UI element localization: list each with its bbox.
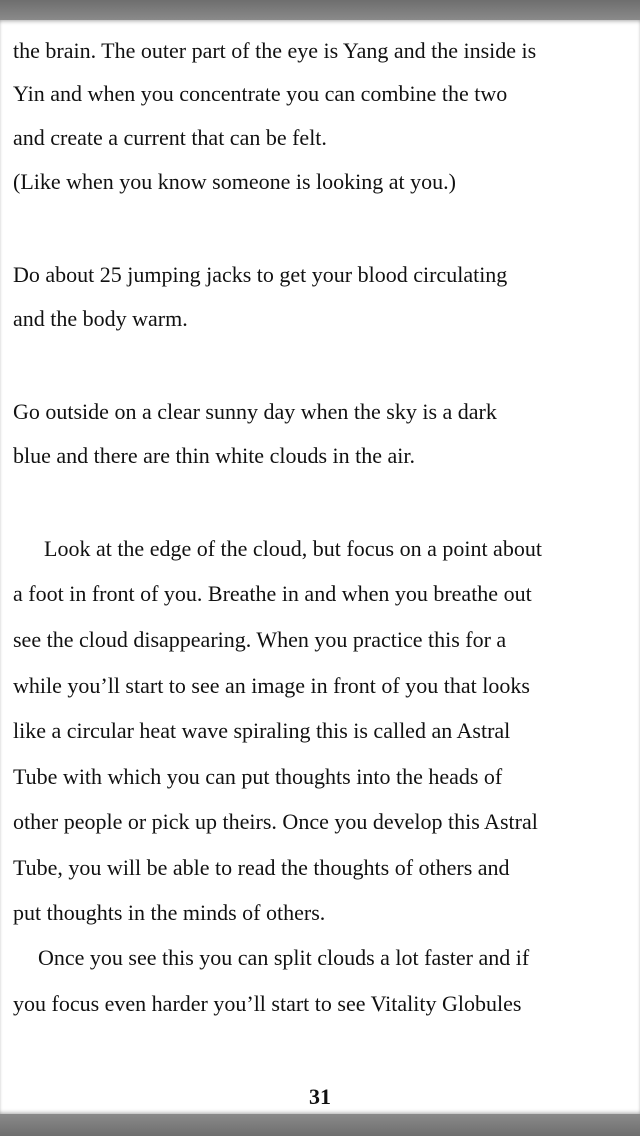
text-line: like a circular heat wave spiraling this is called an Astral — [13, 718, 511, 743]
text-line: and create a current that can be felt. — [13, 125, 327, 150]
text-line: and the body warm. — [13, 306, 188, 331]
text-line: you focus even harder you’ll start to see Vitality Globules — [13, 991, 522, 1016]
text-line: other people or pick up theirs. Once you develop this Astral — [13, 809, 538, 834]
text-line: Tube, you will be able to read the thoughts of others and — [13, 855, 510, 880]
page-number: 31 — [309, 1084, 331, 1109]
text-line: while you’ll start to see an image in front of you that looks — [13, 673, 530, 698]
text-line: the brain. The outer part of the eye is Yang and the inside is — [13, 38, 537, 63]
text-line: Go outside on a clear sunny day when the sky is a dark — [13, 399, 497, 424]
text-line: see the cloud disappearing. When you practice this for a — [13, 627, 507, 652]
top-bar — [0, 0, 640, 20]
text-line: (Like when you know someone is looking at you.) — [13, 169, 456, 194]
text-line: Once you see this you can split clouds a lot faster and if — [38, 945, 530, 970]
book-page — [0, 20, 640, 1114]
text-line: blue and there are thin white clouds in the air. — [13, 443, 415, 468]
bottom-bar — [0, 1114, 640, 1136]
text-line: Do about 25 jumping jacks to get your blood circulating — [13, 262, 508, 287]
text-line: Tube with which you can put thoughts into the heads of — [13, 764, 503, 789]
text-line: put thoughts in the minds of others. — [13, 900, 326, 925]
text-line: Yin and when you concentrate you can combine the two — [13, 81, 508, 106]
text-line: a foot in front of you. Breathe in and when you breathe out — [13, 581, 532, 606]
text-line: Look at the edge of the cloud, but focus on a point about — [44, 536, 542, 561]
